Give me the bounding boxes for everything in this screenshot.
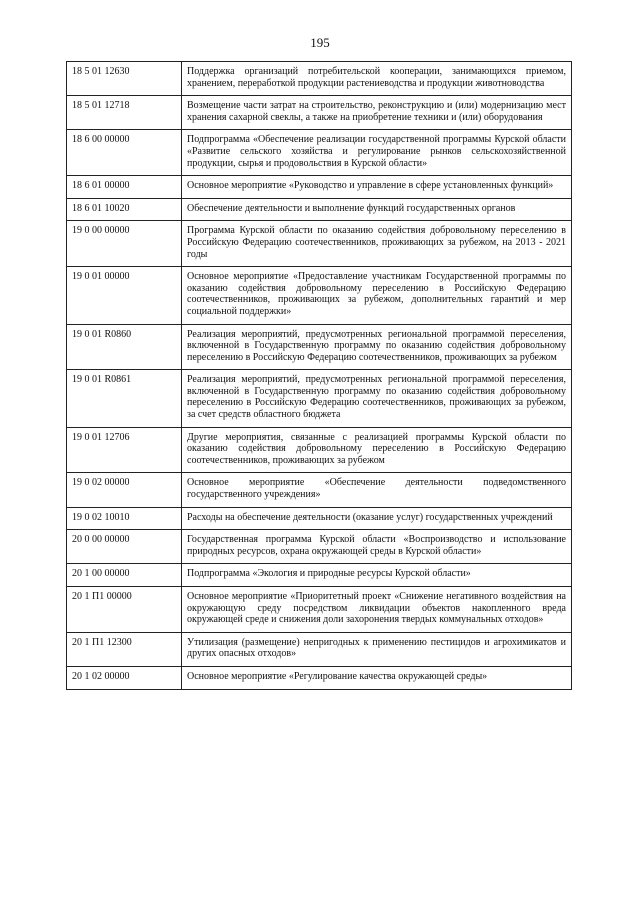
code-cell: 18 5 01 12630 — [67, 62, 182, 96]
description-cell: Программа Курской области по оказанию содействия добровольному переселению в Российскую Федерацию соотечественников, проживающих за рубежом, на 2013 - 2021 годы — [182, 221, 572, 267]
table-row — [67, 666, 572, 689]
description-cell: Основное мероприятие «Руководство и управление в сфере установленных функций» — [182, 176, 572, 199]
table-row — [67, 587, 572, 633]
code-cell: 18 6 01 00000 — [67, 176, 182, 199]
code-cell: 20 1 П1 12300 — [67, 632, 182, 666]
table-row — [67, 130, 572, 176]
page-number: 195 — [310, 35, 330, 50]
code-cell: 20 0 00 00000 — [67, 530, 182, 564]
description-cell: Другие мероприятия, связанные с реализацией программы Курской области по оказанию содействия добровольному переселению в Российскую Федерацию соотечественников, проживающих за рубежом — [182, 427, 572, 473]
table-row — [67, 370, 572, 427]
table-row — [67, 324, 572, 370]
description-cell: Обеспечение деятельности и выполнение функций государственных органов — [182, 198, 572, 221]
code-cell: 18 6 01 10020 — [67, 198, 182, 221]
code-cell: 20 1 00 00000 — [67, 564, 182, 587]
code-cell: 20 1 П1 00000 — [67, 587, 182, 633]
description-cell: Основное мероприятие «Регулирование качества окружающей среды» — [182, 666, 572, 689]
description-cell: Поддержка организаций потребительской кооперации, занимающихся приемом, хранением, переработкой продукции растениеводства и продукции животноводства — [182, 62, 572, 96]
code-cell: 18 6 00 00000 — [67, 130, 182, 176]
code-cell: 19 0 01 12706 — [67, 427, 182, 473]
table-row — [67, 62, 572, 96]
code-cell: 19 0 01 R0861 — [67, 370, 182, 427]
description-cell: Возмещение части затрат на строительство, реконструкцию и (или) модернизацию мест хранения сахарной свеклы, а также на приобретение техники и (или) оборудования — [182, 96, 572, 130]
code-cell: 18 5 01 12718 — [67, 96, 182, 130]
description-cell: Реализация мероприятий, предусмотренных региональной программой переселения, включенной в Государственную программу по оказанию содействия добровольному переселению в Российскую Федерацию соотечественников, проживающих за рубежом — [182, 324, 572, 370]
table-row — [67, 221, 572, 267]
code-cell: 20 1 02 00000 — [67, 666, 182, 689]
description-cell: Подпрограмма «Экология и природные ресурсы Курской области» — [182, 564, 572, 587]
description-cell: Реализация мероприятий, предусмотренных региональной программой переселения, включенной в Государственную программу по оказанию содействия добровольному переселению в Российскую Федерацию соотечественников, проживающих за рубежом, за счет средств областного бюджета — [182, 370, 572, 427]
table-row — [67, 96, 572, 130]
table-row — [67, 176, 572, 199]
table-row — [67, 267, 572, 324]
description-cell: Расходы на обеспечение деятельности (оказание услуг) государственных учреждений — [182, 507, 572, 530]
table-row — [67, 198, 572, 221]
description-cell: Основное мероприятие «Приоритетный проект «Снижение негативного воздействия на окружающую среду посредством ликвидации объектов накопленного вреда окружающей среде и снижения доли захоронения твердых коммунальных отходов» — [182, 587, 572, 633]
code-cell: 19 0 01 R0860 — [67, 324, 182, 370]
table-row — [67, 530, 572, 564]
description-cell: Основное мероприятие «Предоставление участникам Государственной программы по оказанию содействия добровольному переселению в Российскую Федерацию соотечественников, проживающих за рубежом, дополнительных гарантий и мер социальной поддержки» — [182, 267, 572, 324]
table-row — [67, 632, 572, 666]
code-cell: 19 0 02 00000 — [67, 473, 182, 507]
table-row — [67, 473, 572, 507]
table-row — [67, 564, 572, 587]
table-row — [67, 507, 572, 530]
table-row — [67, 427, 572, 473]
description-cell: Утилизация (размещение) непригодных к применению пестицидов и агрохимикатов и других опасных отходов» — [182, 632, 572, 666]
code-cell: 19 0 01 00000 — [67, 267, 182, 324]
description-cell: Государственная программа Курской области «Воспроизводство и использование природных ресурсов, охрана окружающей среды в Курской области» — [182, 530, 572, 564]
description-cell: Подпрограмма «Обеспечение реализации государственной программы Курской области «Развитие сельского хозяйства и регулирование рынков сельскохозяйственной продукции, сырья и продовольствия в Курской области» — [182, 130, 572, 176]
budget-classification-table — [66, 61, 572, 690]
description-cell: Основное мероприятие «Обеспечение деятельности подведомственного государственного учреждения» — [182, 473, 572, 507]
code-cell: 19 0 02 10010 — [67, 507, 182, 530]
code-cell: 19 0 00 00000 — [67, 221, 182, 267]
